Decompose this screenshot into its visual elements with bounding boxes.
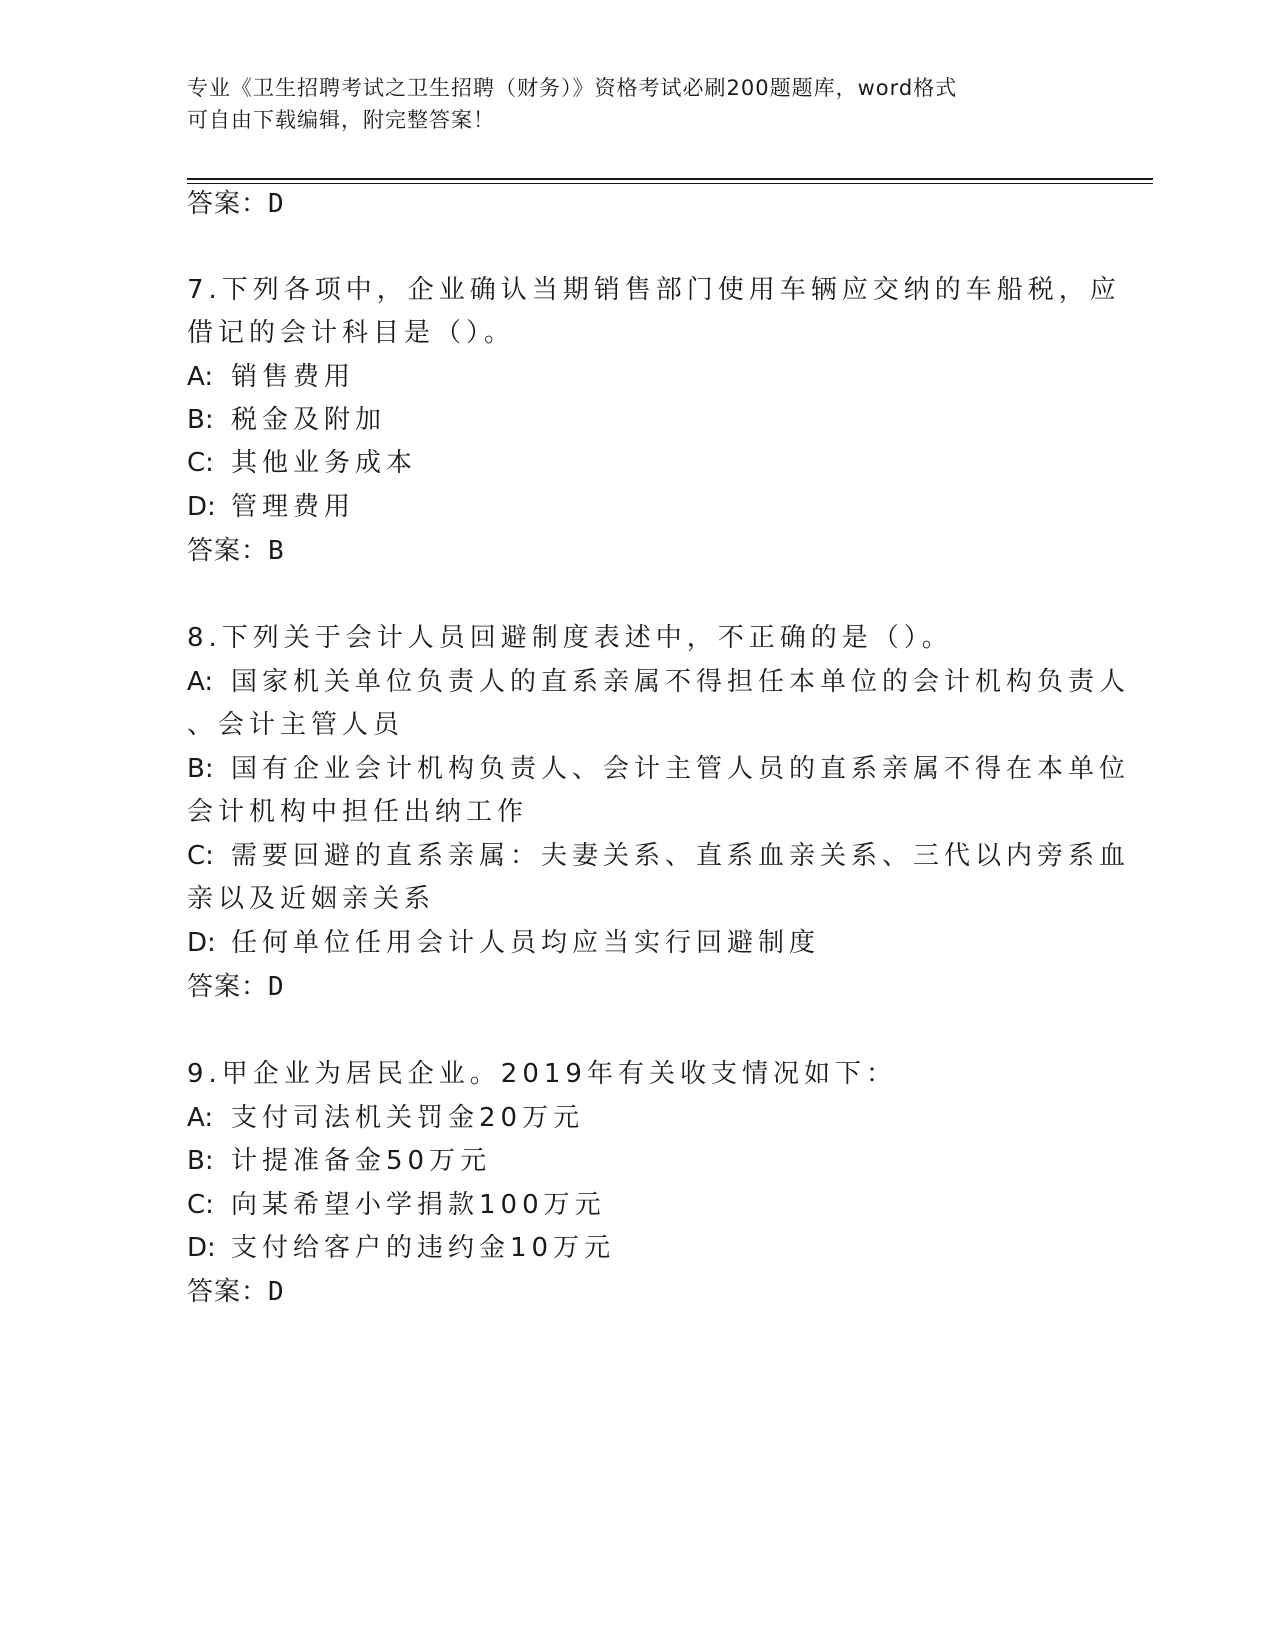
option-label: D: <box>187 1233 216 1263</box>
header-divider-thick <box>187 178 1153 180</box>
option-text: 国有企业会计机构负责人、会计主管人员的直系亲属不得在本单位 <box>231 754 1131 784</box>
question-8-option-c <box>187 839 1130 873</box>
question-9-option-b <box>187 1144 491 1178</box>
option-text: 国家机关单位负责人的直系亲属不得担任本单位的会计机构负责人 <box>231 667 1131 697</box>
question-7-stem-line-2: 借记的会计科目是（）。 <box>187 318 516 348</box>
option-text: 支付给客户的违约金10万元 <box>231 1233 616 1263</box>
option-label: B: <box>187 405 214 435</box>
option-label: A: <box>187 1103 214 1133</box>
option-label: B: <box>187 1146 214 1176</box>
question-8-option-c-cont: 亲以及近姻亲关系 <box>187 884 436 914</box>
question-7-option-d <box>187 490 355 524</box>
header-divider-thin <box>187 183 1153 184</box>
option-text: 税金及附加 <box>231 405 387 435</box>
question-9-option-a <box>187 1101 584 1135</box>
option-label: D: <box>187 492 216 522</box>
previous-answer: 答案：D <box>187 189 285 219</box>
option-label: A: <box>187 362 214 392</box>
option-text: 销售费用 <box>231 362 356 392</box>
document-header <box>187 72 1067 136</box>
question-8-option-d <box>187 926 820 960</box>
option-label: A: <box>187 667 214 697</box>
question-9-option-c <box>187 1188 606 1222</box>
option-text: 向某希望小学捐款100万元 <box>231 1190 606 1220</box>
option-text: 支付司法机关罚金20万元 <box>231 1103 585 1133</box>
option-label: C: <box>187 1190 214 1220</box>
question-9-option-d <box>187 1231 615 1265</box>
header-line-2: 可自由下载编辑，附完整答案！ <box>187 108 495 132</box>
header-line-1: 专业《卫生招聘考试之卫生招聘（财务）》资格考试必刷200题题库，word格式 <box>187 76 958 100</box>
question-7-option-c <box>187 446 417 480</box>
question-7-option-a <box>187 360 355 394</box>
option-label: B: <box>187 754 214 784</box>
option-label: C: <box>187 448 214 478</box>
question-7-option-b <box>187 403 386 437</box>
option-text: 其他业务成本 <box>231 448 418 478</box>
question-8-option-a <box>187 665 1130 699</box>
question-8-option-b <box>187 752 1130 786</box>
question-9-stem: 9.甲企业为居民企业。2019年有关收支情况如下： <box>187 1059 897 1089</box>
option-label: D: <box>187 928 216 958</box>
option-text: 管理费用 <box>231 492 356 522</box>
question-8-stem: 8.下列关于会计人员回避制度表述中，不正确的是（）。 <box>187 623 953 653</box>
question-8-option-a-cont: 、会计主管人员 <box>187 710 405 740</box>
question-7-stem-line-1: 7.下列各项中，企业确认当期销售部门使用车辆应交纳的车船税，应 <box>187 275 1121 305</box>
option-text: 任何单位任用会计人员均应当实行回避制度 <box>231 928 821 958</box>
option-label: C: <box>187 841 214 871</box>
option-text: 需要回避的直系亲属：夫妻关系、直系血亲关系、三代以内旁系血 <box>231 841 1131 871</box>
question-8-answer: 答案：D <box>187 972 285 1002</box>
question-8-option-b-cont: 会计机构中担任出纳工作 <box>187 797 529 827</box>
question-9-answer: 答案：D <box>187 1277 285 1307</box>
option-text: 计提准备金50万元 <box>231 1146 492 1176</box>
question-7-answer: 答案：B <box>187 536 285 566</box>
